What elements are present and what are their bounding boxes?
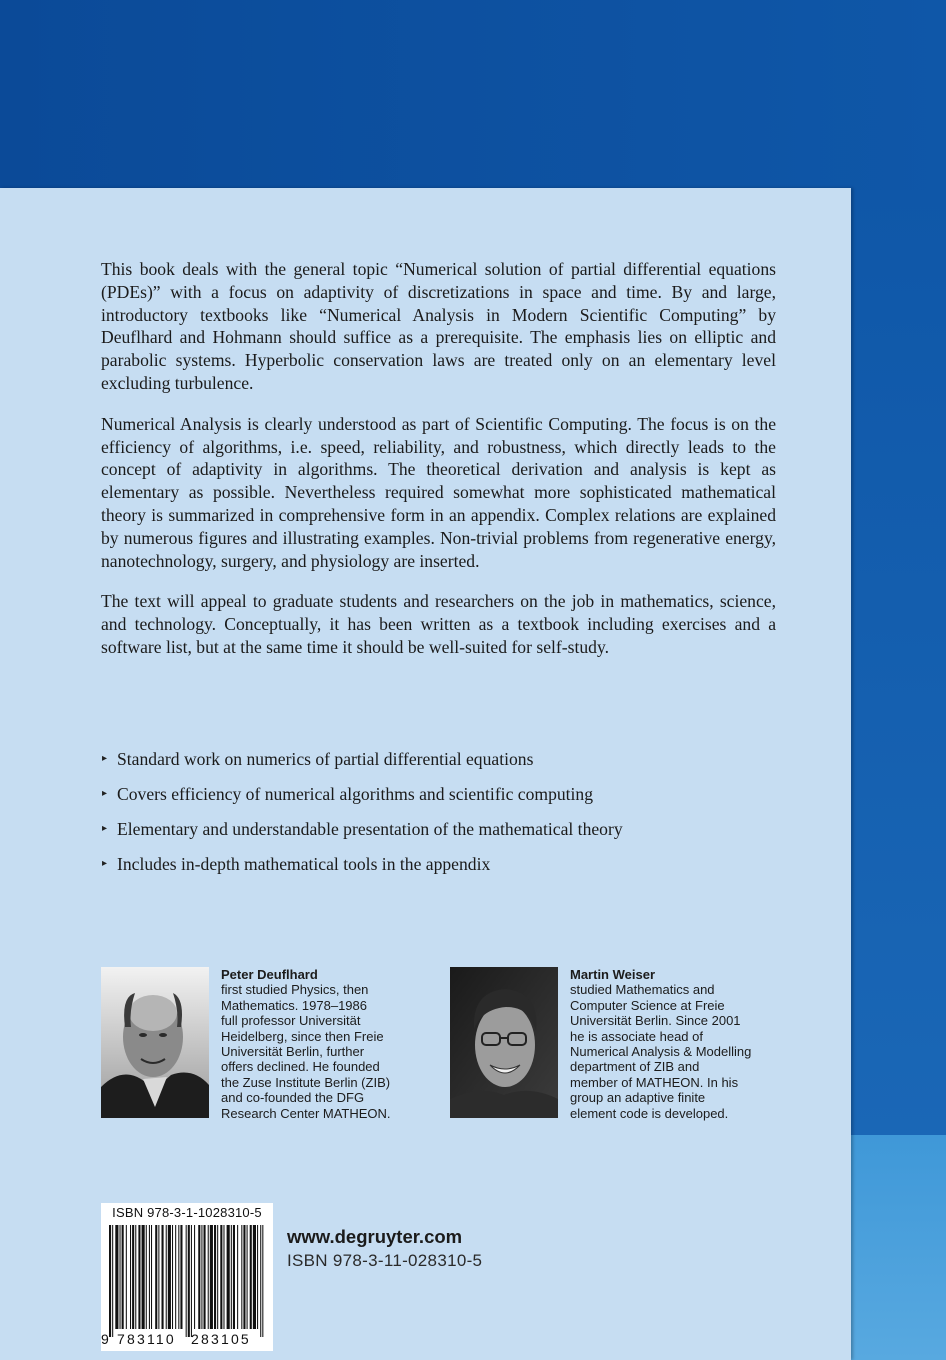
barcode-stripe: [253, 1225, 256, 1329]
isbn-barcode: [101, 1203, 273, 1351]
barcode-stripe: [231, 1225, 232, 1329]
bullet-triangle-icon: ▸: [102, 858, 108, 869]
highlight-item: ▸ Standard work on numerics of partial differential equations: [102, 749, 534, 769]
barcode-stripe: [151, 1225, 152, 1329]
barcode-stripe: [180, 1225, 182, 1329]
barcode-stripe: [166, 1225, 167, 1329]
barcode-stripe: [223, 1225, 224, 1329]
barcode-digits-right: 283105: [191, 1331, 251, 1347]
highlight-item: ▸ Covers efficiency of numerical algorithms and scientific computing: [102, 784, 594, 804]
barcode-stripe: [201, 1225, 202, 1329]
barcode-stripe: [214, 1225, 216, 1329]
barcode-stripe: [126, 1225, 127, 1329]
bullet-triangle-icon: ▸: [102, 788, 108, 799]
barcode-stripe: [120, 1225, 121, 1329]
barcode-stripe: [168, 1225, 171, 1329]
barcode-stripe: [198, 1225, 200, 1329]
publisher-website: www.degruyter.com: [287, 1226, 463, 1247]
highlight-item: ▸ Elementary and understandable presentation of the mathematical theory: [102, 819, 623, 839]
author-photo-deuflhard: [101, 967, 209, 1118]
bullet-triangle-icon: ▸: [102, 753, 108, 764]
barcode-digits-left: 783110: [117, 1331, 176, 1347]
barcode-stripe: [142, 1225, 145, 1329]
barcode-stripe: [237, 1225, 238, 1329]
barcode-stripe: [172, 1225, 173, 1329]
barcode-stripe: [208, 1225, 209, 1329]
barcode-stripe: [186, 1225, 187, 1337]
barcode-stripe: [191, 1225, 192, 1337]
barcode-stripe: [257, 1225, 258, 1329]
description-paragraph-2: Numerical Analysis is clearly understood as part of Scientific Computing. The focus is on the efficiency of algorithms, i.e. speed, reliability, and robustness, which directly leads to the concept of adaptivity in algorithms. The theoretical derivation and analysis is kept as elementary as possible. Nevertheless required somewhat more sophisticated mathematical theory is summarized in comprehensive form in an appendix. Complex relations are explained by numerous figures and illustrating examples. Non-trivial problems from regenerative energy, nanotechnology, surgery, and physiology are inserted.: [101, 413, 776, 571]
barcode-stripe: [135, 1225, 136, 1329]
bullet-triangle-icon: ▸: [102, 823, 108, 834]
highlights-list: [101, 748, 801, 888]
barcode-stripe: [158, 1225, 159, 1329]
barcode-stripe: [243, 1225, 245, 1329]
author-photo-weiser: [450, 967, 558, 1118]
barcode-stripe: [175, 1225, 176, 1329]
barcode-stripe: [146, 1225, 147, 1329]
author-bio-deuflhard: Peter Deuflhard first studied Physics, then Mathematics. 1978–1986 full professor Universität Heidelberg, since then Freie Universität Berlin, further offers declined. He founded the Zuse Institute Berlin (ZIB) and co-founded the DFG Research Center MATHEON.: [221, 967, 431, 1121]
barcode-stripe: [260, 1225, 261, 1337]
barcode-stripe: [204, 1225, 206, 1329]
barcode-stripe: [115, 1225, 118, 1329]
cover-right-accent: [851, 1135, 946, 1360]
barcode-stripe: [112, 1225, 113, 1337]
barcode-stripe: [247, 1225, 248, 1329]
barcode-stripe: [132, 1225, 134, 1329]
barcode-stripe: [122, 1225, 124, 1329]
highlight-item: ▸ Includes in-depth mathematical tools in the appendix: [102, 854, 491, 874]
cover-right-band: [851, 190, 946, 1135]
barcode-stripe: [162, 1225, 164, 1329]
barcode-bars: [109, 1225, 267, 1337]
barcode-isbn-label: ISBN 978-3-1-1028310-5: [112, 1205, 262, 1220]
barcode-stripe: [220, 1225, 222, 1329]
author-name: Martin Weiser: [570, 967, 656, 982]
barcode-stripe: [250, 1225, 252, 1329]
barcode-digit-first: 9: [101, 1331, 109, 1347]
barcode-stripe: [138, 1225, 140, 1329]
barcode-stripe: [233, 1225, 235, 1329]
cover-top-band: [0, 0, 946, 190]
barcode-stripe: [188, 1225, 190, 1337]
barcode-stripe: [155, 1225, 157, 1329]
barcode-stripe: [109, 1225, 111, 1337]
description-paragraph-3: The text will appeal to graduate students and researchers on the job in mathematics, science, and technology. Conceptually, it has been written as a textbook including exercises and a software list, but at the same time it should be well-suited for self-study.: [101, 591, 776, 657]
barcode-stripe: [194, 1225, 195, 1329]
barcode-stripe: [178, 1225, 179, 1329]
publisher-isbn: ISBN 978-3-11-028310-5: [287, 1251, 483, 1270]
barcode-stripe: [210, 1225, 213, 1329]
author-bio-weiser: Martin Weiser studied Mathematics and Computer Science at Freie Universität Berlin. Since 2001 he is associate head of Numerical Analysis & Modelling department of ZIB and member of MATHEON. In his group an adaptive finite element code is developed.: [570, 967, 785, 1121]
author-name: Peter Deuflhard: [221, 967, 318, 982]
barcode-stripe: [149, 1225, 150, 1329]
barcode-stripe: [241, 1225, 242, 1329]
book-description: [101, 258, 776, 677]
barcode-stripe: [130, 1225, 131, 1329]
barcode-stripe: [262, 1225, 263, 1337]
description-paragraph-1: This book deals with the general topic “Numerical solution of partial differential equations (PDEs)” with a focus on adaptivity of discretizations in space and time. By and large, introductory textbooks like “Numerical Analysis in Modern Scientific Computing” by Deuflhard and Hohmann should suffice as a prerequisite. The emphasis lies on elliptic and parabolic systems. Hyperbolic conservation laws are treated only on an elementary level excluding turbulence.: [101, 259, 776, 393]
barcode-stripe: [217, 1225, 218, 1329]
barcode-stripe: [227, 1225, 230, 1329]
